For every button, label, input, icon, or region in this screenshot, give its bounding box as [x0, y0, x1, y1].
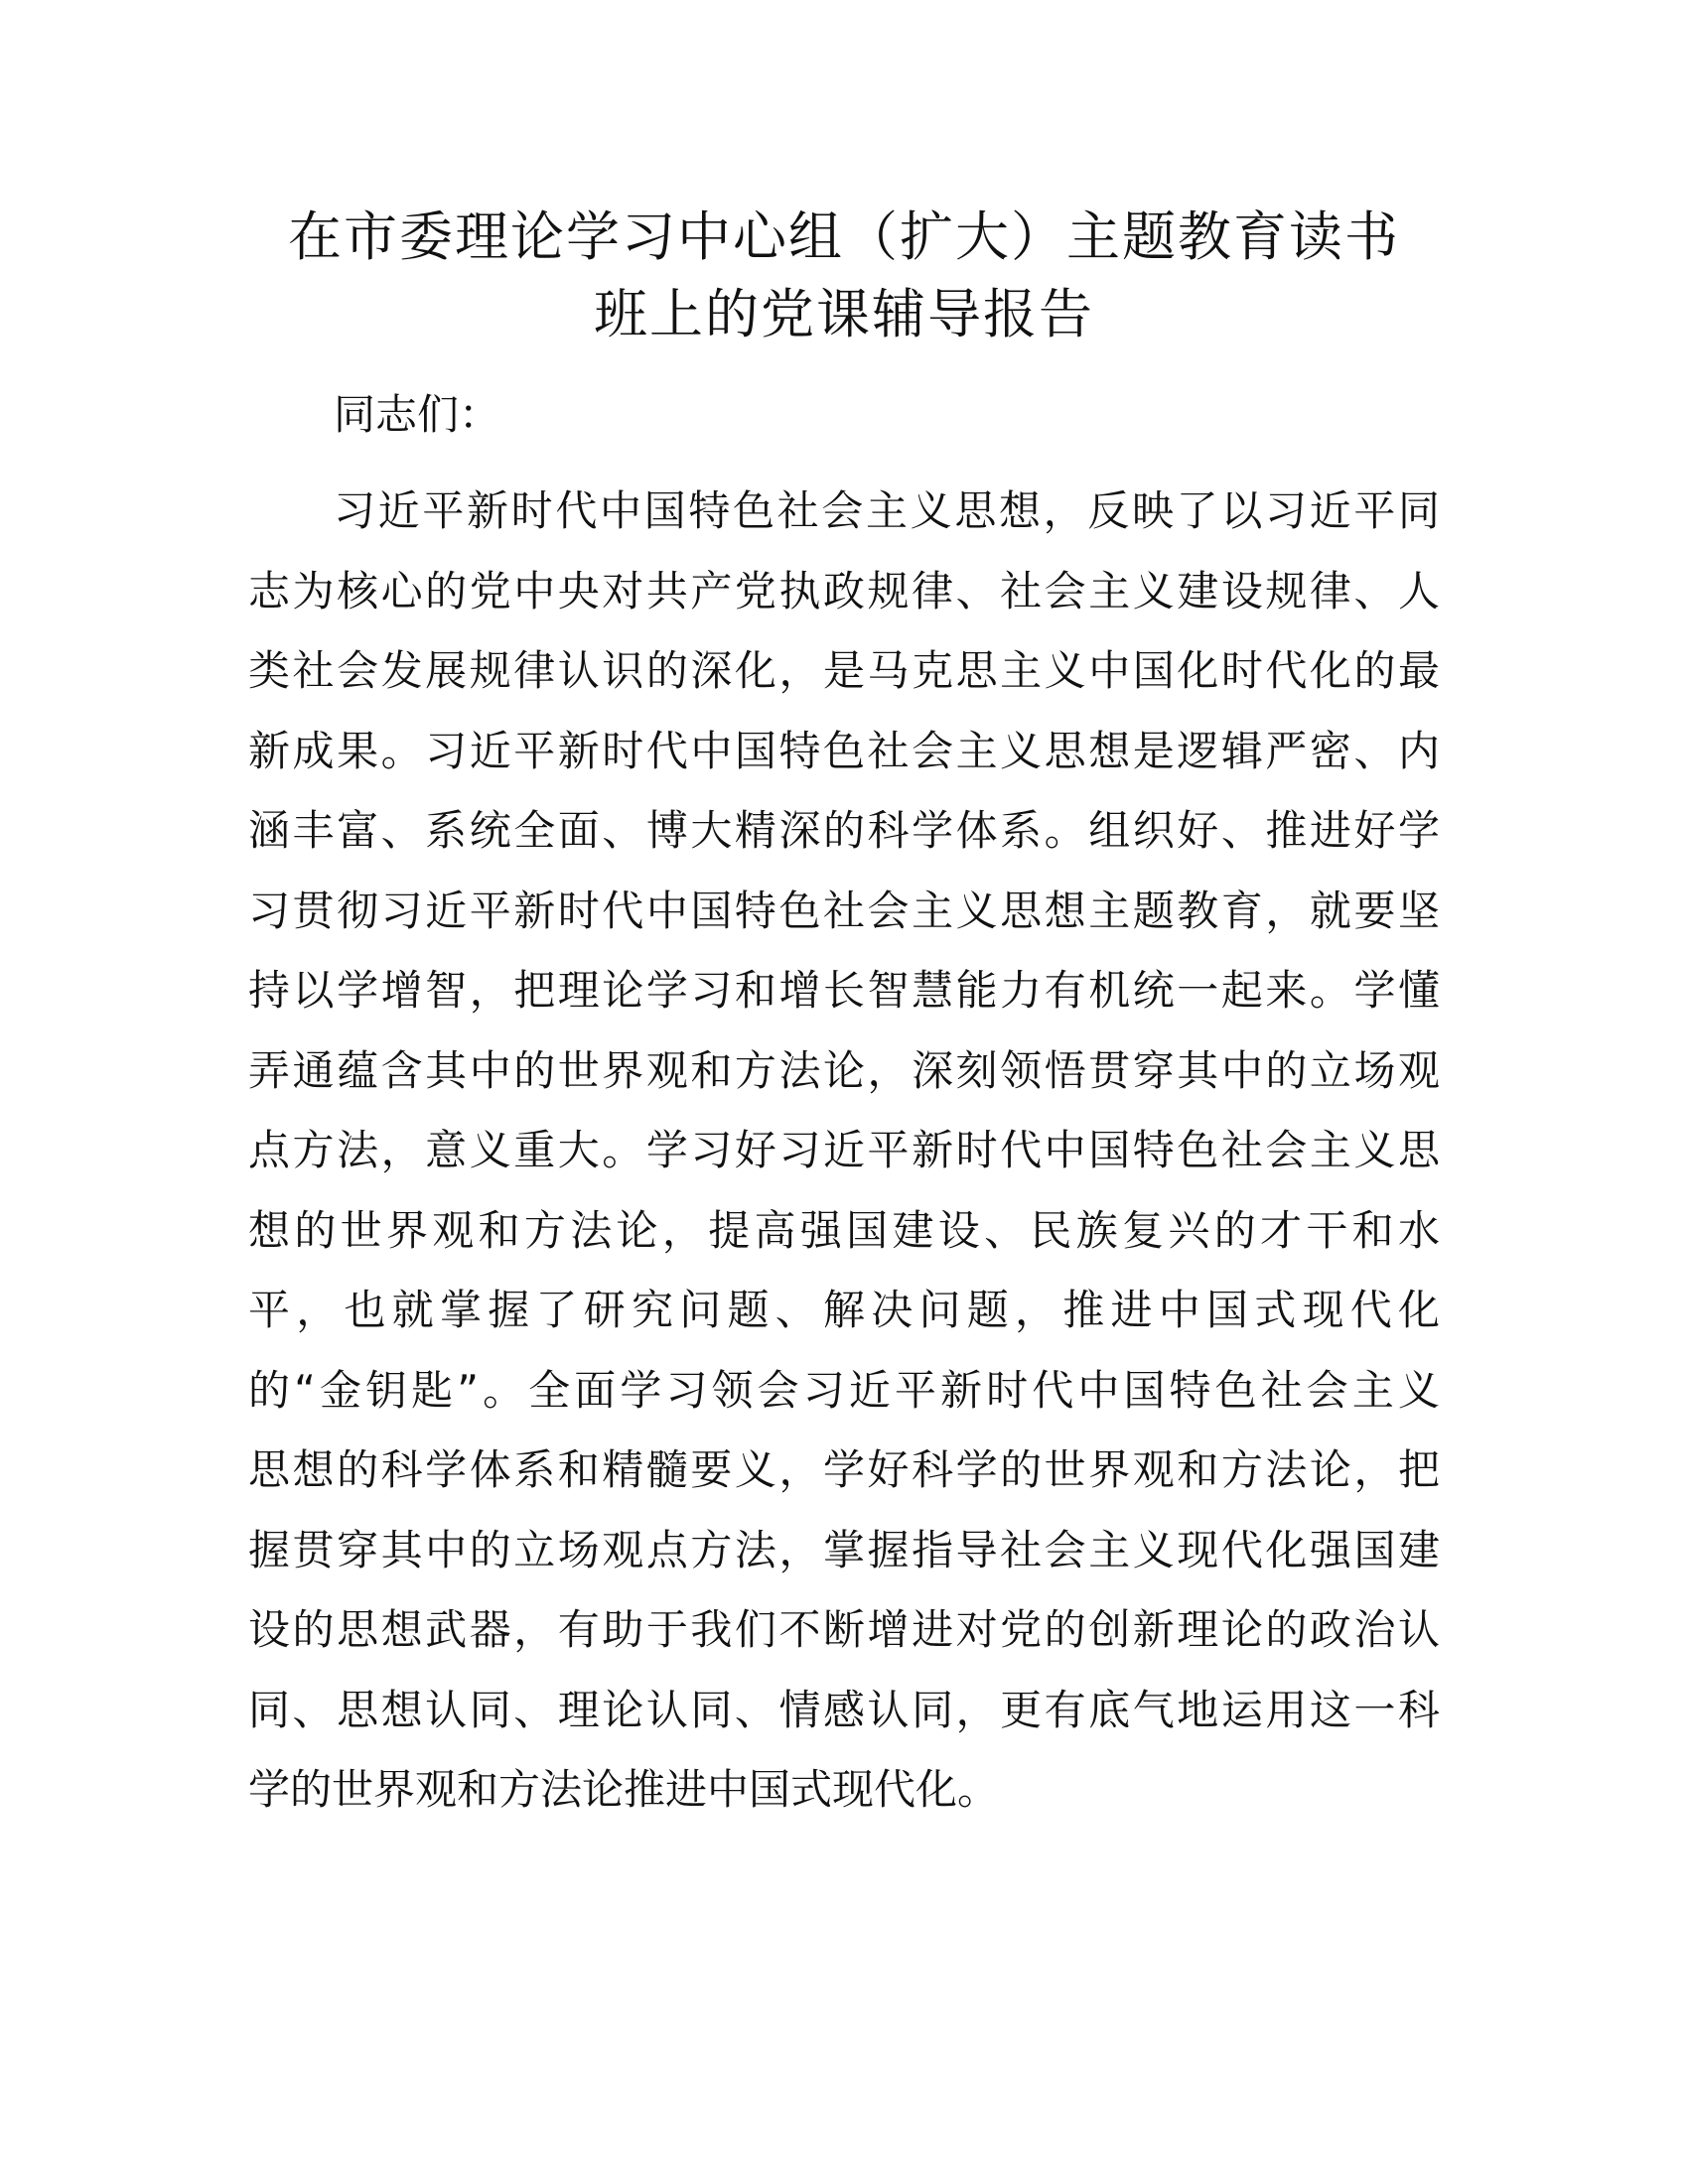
- body-line: 握贯穿其中的立场观点方法，掌握指导社会主义现代化强国建: [248, 1525, 1440, 1574]
- body-line: 习近平新时代中国特色社会主义思想，反映了以习近平同: [334, 486, 1440, 535]
- body-line: 类社会发展规律认识的深化，是马克思主义中国化时代化的最: [248, 646, 1440, 695]
- body-paragraph: [248, 472, 1440, 1831]
- body-line: 新成果。习近平新时代中国特色社会主义思想是逻辑严密、内: [248, 726, 1440, 775]
- body-line: 习贯彻习近平新时代中国特色社会主义思想主题教育，就要坚: [248, 886, 1440, 935]
- body-line: 的“金钥匙”。全面学习领会习近平新时代中国特色社会主义: [248, 1365, 1440, 1415]
- body-line: 学的世界观和方法论推进中国式现代化。: [248, 1765, 1000, 1814]
- body-line: 志为核心的党中央对共产党执政规律、社会主义建设规律、人: [248, 566, 1440, 615]
- title-line: 在市委理论学习中心组（扩大）主题教育读书: [288, 205, 1400, 268]
- body-line: 设的思想武器，有助于我们不断增进对党的创新理论的政治认: [248, 1605, 1440, 1654]
- body-line: 涵丰富、系统全面、博大精深的科学体系。组织好、推进好学: [248, 806, 1440, 855]
- body-line: 弄通蕴含其中的世界观和方法论，深刻领悟贯穿其中的立场观: [248, 1045, 1440, 1095]
- document-title: [238, 199, 1450, 353]
- title-line: 班上的党课辅导报告: [594, 283, 1094, 345]
- body-line: 持以学增智，把理论学习和增长智慧能力有机统一起来。学懂: [248, 966, 1440, 1015]
- body-line: 平，也就掌握了研究问题、解决问题，推进中国式现代化: [248, 1286, 1440, 1334]
- body-line: 点方法，意义重大。学习好习近平新时代中国特色社会主义思: [248, 1126, 1440, 1174]
- body-line: 同、思想认同、理论认同、情感认同，更有底气地运用这一科: [248, 1685, 1440, 1734]
- body-line: 想的世界观和方法论，提高强国建设、民族复兴的才干和水: [248, 1205, 1440, 1255]
- salutation: 同志们：: [334, 390, 501, 439]
- body-line: 思想的科学体系和精髓要义，学好科学的世界观和方法论，把: [248, 1445, 1440, 1494]
